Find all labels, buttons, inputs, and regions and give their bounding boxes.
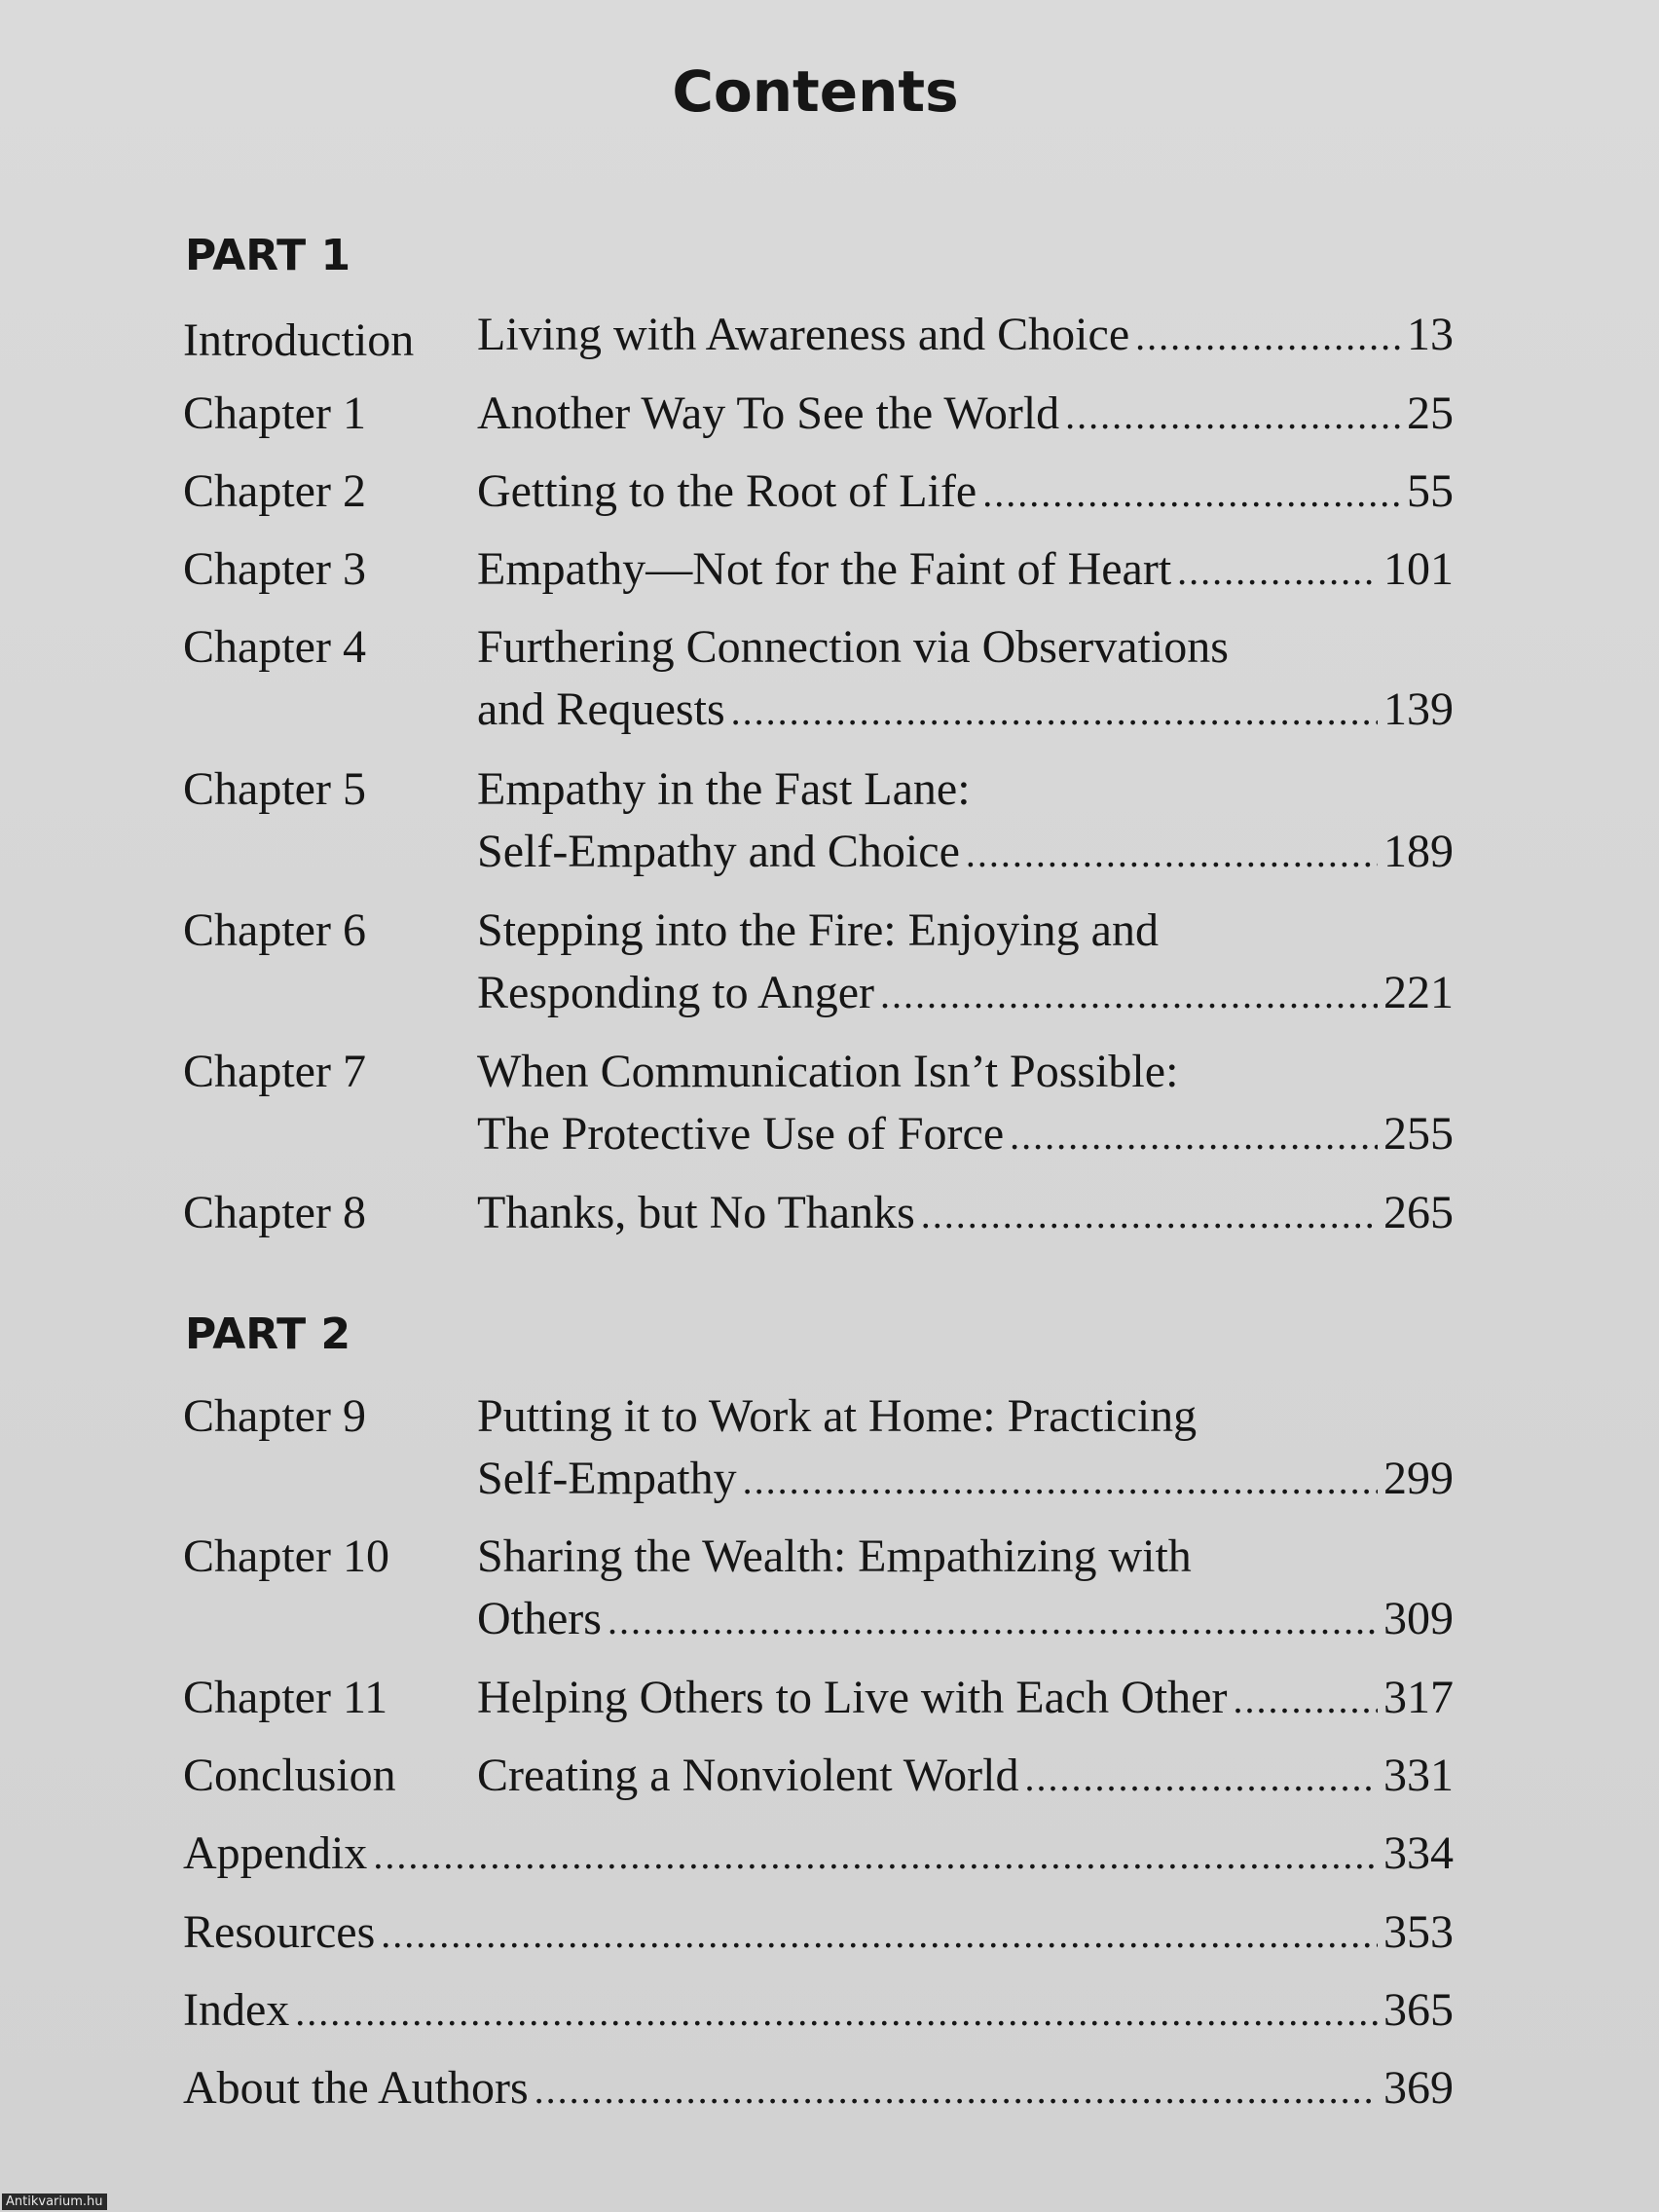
entry-title-line-2: The Protective Use of Force — [477, 1108, 1005, 1160]
page-number: 299 — [1383, 1453, 1454, 1504]
entry-title-line-1: When Communication Isn’t Possible: — [477, 1046, 1179, 1097]
entry-title-line-1: Sharing the Wealth: Empathizing with — [477, 1530, 1192, 1582]
watermark: Antikvarium.hu — [2, 2194, 107, 2210]
dot-leader — [1024, 1747, 1378, 1809]
entry-label: Chapter 5 — [183, 763, 366, 815]
page-title: Contents — [672, 58, 959, 125]
dot-leader — [373, 1825, 1378, 1887]
entry-title: About the Authors — [183, 2062, 529, 2114]
dot-leader — [535, 2059, 1378, 2121]
dot-leader — [743, 1450, 1378, 1512]
entry-title: Index — [183, 1984, 290, 2036]
page-number: 13 — [1407, 309, 1454, 360]
dot-leader — [1233, 1669, 1378, 1731]
dot-leader — [880, 964, 1378, 1026]
entry-title-line-1: Empathy in the Fast Lane: — [477, 763, 971, 815]
entry-title: Another Way To See the World — [477, 387, 1060, 439]
dot-leader — [1065, 385, 1401, 447]
dot-leader — [921, 1184, 1378, 1246]
page-number: 317 — [1383, 1672, 1454, 1723]
dot-leader — [381, 1903, 1378, 1966]
page-number: 101 — [1383, 543, 1454, 595]
entry-label: Chapter 9 — [183, 1390, 366, 1442]
entry-label: Chapter 1 — [183, 387, 366, 439]
entry-label: Chapter 11 — [183, 1672, 388, 1723]
page-number: 334 — [1383, 1827, 1454, 1879]
part-2-heading: PART 2 — [185, 1309, 351, 1359]
entry-label: Chapter 7 — [183, 1046, 366, 1097]
dot-leader — [1135, 306, 1401, 368]
dot-leader — [1010, 1105, 1378, 1167]
entry-label: Chapter 8 — [183, 1187, 366, 1238]
entry-title: Thanks, but No Thanks — [477, 1187, 915, 1238]
page-number: 365 — [1383, 1984, 1454, 2036]
dot-leader — [1177, 540, 1378, 603]
entry-title: Empathy—Not for the Faint of Heart — [477, 543, 1172, 595]
part-1-heading: PART 1 — [185, 231, 351, 280]
page-number: 265 — [1383, 1187, 1454, 1238]
entry-title: Helping Others to Live with Each Other — [477, 1672, 1228, 1723]
page-number: 139 — [1383, 683, 1454, 735]
entry-title: Resources — [183, 1906, 376, 1958]
entry-label: Chapter 10 — [183, 1530, 389, 1582]
dot-leader — [982, 462, 1401, 525]
entry-title: Living with Awareness and Choice — [477, 309, 1130, 360]
page-number: 255 — [1383, 1108, 1454, 1160]
page-number: 309 — [1383, 1593, 1454, 1644]
page-number: 331 — [1383, 1750, 1454, 1801]
entry-title-line-2: Others — [477, 1593, 602, 1644]
page-number: 55 — [1407, 465, 1454, 517]
page-number: 189 — [1383, 826, 1454, 877]
entry-label: Chapter 6 — [183, 904, 366, 956]
entry-title-line-2: and Requests — [477, 683, 725, 735]
entry-title-line-2: Responding to Anger — [477, 967, 874, 1018]
entry-title-line-1: Furthering Connection via Observations — [477, 621, 1229, 673]
entry-label: Introduction — [183, 314, 415, 366]
entry-label: Chapter 3 — [183, 543, 366, 595]
entry-title-line-2: Self-Empathy — [477, 1453, 737, 1504]
dot-leader — [608, 1590, 1378, 1652]
entry-label: Chapter 4 — [183, 621, 366, 673]
entry-title: Getting to the Root of Life — [477, 465, 977, 517]
dot-leader — [295, 1981, 1378, 2044]
entry-title-line-1: Stepping into the Fire: Enjoying and — [477, 904, 1159, 956]
dot-leader — [966, 823, 1378, 885]
entry-title-line-1: Putting it to Work at Home: Practicing — [477, 1390, 1198, 1442]
entry-label: Chapter 2 — [183, 465, 366, 517]
entry-title-line-2: Self-Empathy and Choice — [477, 826, 960, 877]
page-number: 25 — [1407, 387, 1454, 439]
page-number: 221 — [1383, 967, 1454, 1018]
dot-leader — [731, 681, 1378, 743]
entry-title: Creating a Nonviolent World — [477, 1750, 1019, 1801]
entry-label: Conclusion — [183, 1750, 396, 1801]
page-number: 369 — [1383, 2062, 1454, 2114]
page-number: 353 — [1383, 1906, 1454, 1958]
entry-title: Appendix — [183, 1827, 368, 1879]
